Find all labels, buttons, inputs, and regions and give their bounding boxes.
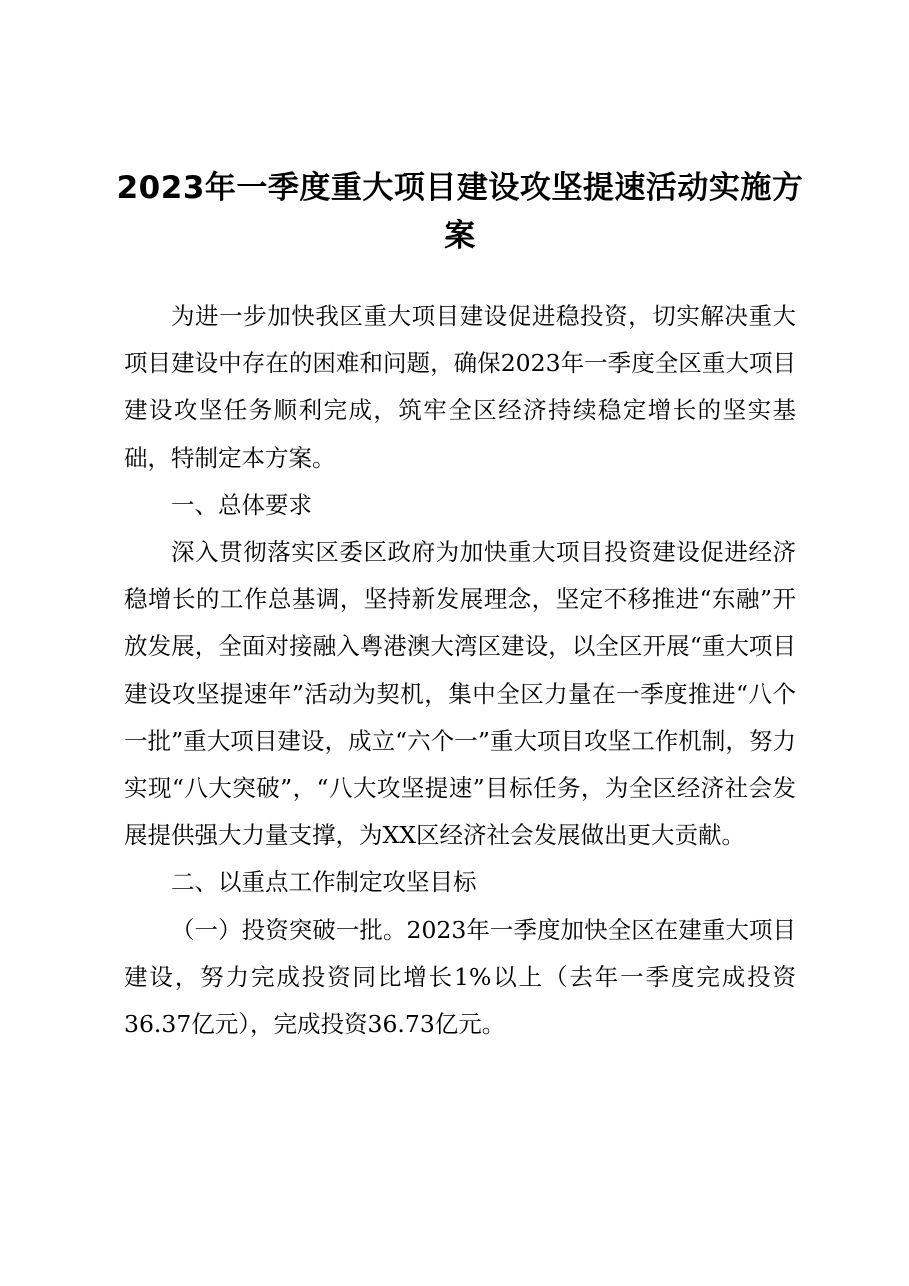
general-requirements-paragraph: 深入贯彻落实区委区政府为加快重大项目投资建设促进经济稳增长的工作总基调，坚持新发展理念，坚定不移推进“东融”开放发展，全面对接融入粤港澳大湾区建设，以全区开展“重大项目建设攻坚提速年”活动为契机，集中全区力量在一季度推进“八个一批”重大项目建设，成立“六个一”重大项目攻坚工作机制，努力实现“八大突破”，“八大攻坚提速”目标任务，为全区经济社会发展提供强大力量支撑，为XX区经济社会发展做出更大贡献。 (124, 538, 796, 850)
intro-paragraph: 为进一步加快我区重大项目建设促进稳投资，切实解决重大项目建设中存在的困难和问题，确保2023年一季度全区重大项目建设攻坚任务顺利完成，筑牢全区经济持续稳定增长的坚实基础，特制定本方案。 (124, 302, 796, 472)
section-heading-general-requirements: 一、总体要求 (171, 490, 312, 519)
section-heading-targets: 二、以重点工作制定攻坚目标 (171, 868, 477, 897)
document-title: 2023年一季度重大项目建设攻坚提速活动实施方案 (116, 170, 804, 254)
document-body (124, 293, 796, 1048)
investment-breakthrough-paragraph: （一）投资突破一批。2023年一季度加快全区在建重大项目建设，努力完成投资同比增长1%以上（去年一季度完成投资36.37亿元），完成投资36.73亿元。 (124, 915, 796, 1039)
